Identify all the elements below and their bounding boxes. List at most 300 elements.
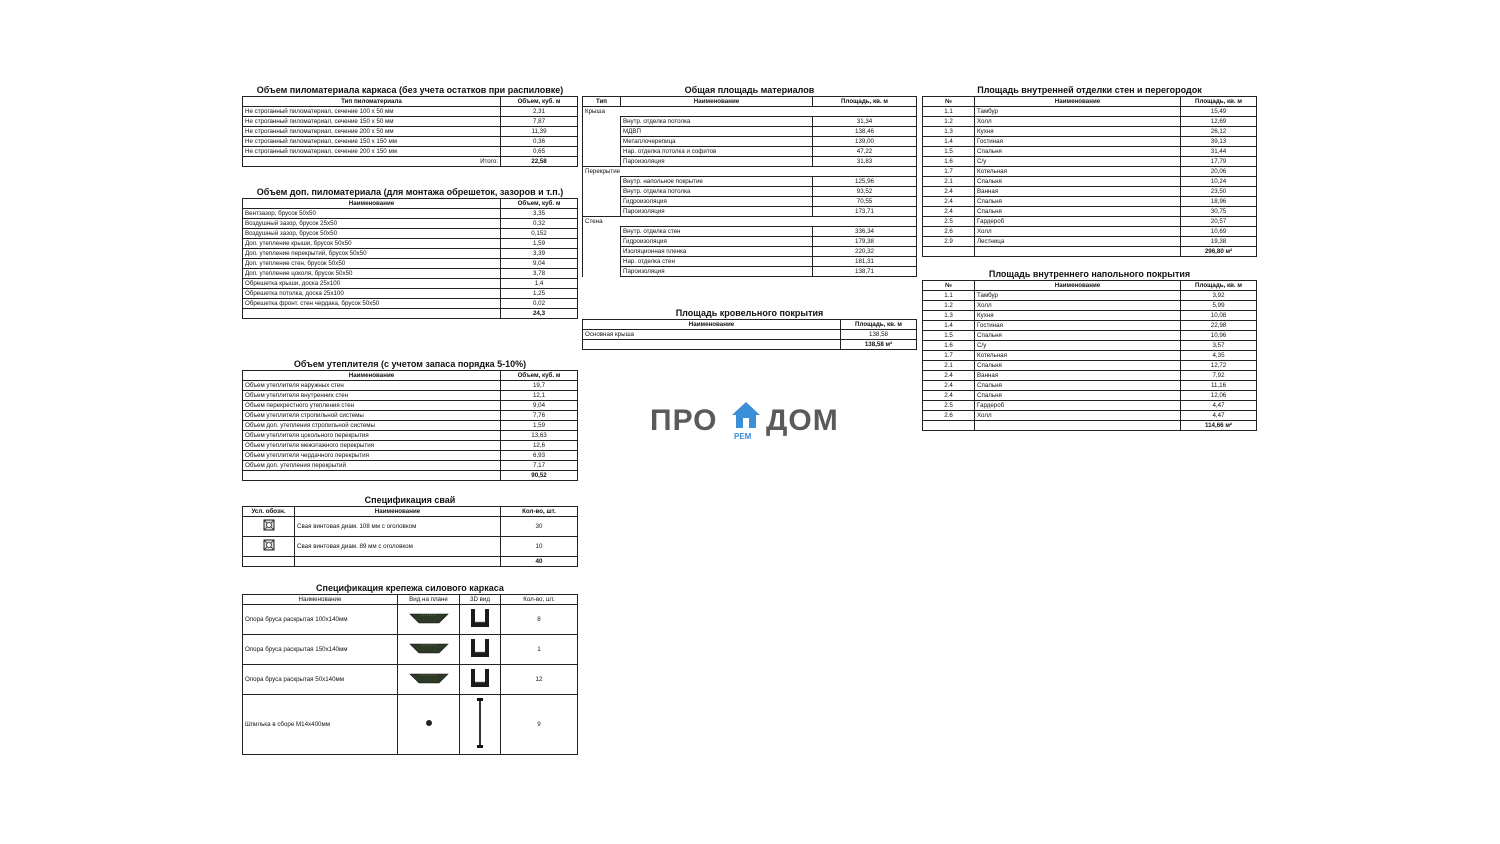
table-row xyxy=(243,137,578,147)
room-number: 2.4 xyxy=(923,381,975,391)
item-value: 11,39 xyxy=(501,127,578,137)
room-number: 2.1 xyxy=(923,177,975,187)
total-label xyxy=(243,471,501,481)
col-header: Вид на плане xyxy=(398,595,460,605)
fasteners-title: Спецификация крепежа силового каркаса xyxy=(316,583,504,593)
material-area: 47,22 xyxy=(813,147,917,157)
lumber-title: Объем пиломатериала каркаса (без учета остатков при распиловке) xyxy=(256,85,564,95)
room-area: 20,57 xyxy=(1181,217,1257,227)
room-number: 2.4 xyxy=(923,187,975,197)
insulation-table xyxy=(242,370,578,481)
table-row xyxy=(583,117,917,127)
room-name: Ванная xyxy=(975,187,1181,197)
piles-section xyxy=(242,494,578,567)
room-area: 12,72 xyxy=(1181,361,1257,371)
fasteners-table xyxy=(242,594,578,755)
table-row xyxy=(243,391,578,401)
pile-qty: 10 xyxy=(501,537,578,557)
room-name: Холл xyxy=(975,301,1181,311)
total-label xyxy=(243,309,501,319)
room-name: С/у xyxy=(975,157,1181,167)
fastener-plan-cell xyxy=(398,665,460,695)
material-area: 138,71 xyxy=(813,267,917,277)
lumber-table xyxy=(242,96,578,167)
room-area: 4,47 xyxy=(1181,411,1257,421)
total-value: 24,3 xyxy=(501,309,578,319)
item-value: 138,58 xyxy=(841,330,917,340)
room-number: 1.5 xyxy=(923,147,975,157)
table-row xyxy=(923,247,1257,257)
room-name: Кухня xyxy=(975,311,1181,321)
material-area: 31,83 xyxy=(813,157,917,167)
table-row xyxy=(583,187,917,197)
joist-hanger-plan-icon xyxy=(409,611,449,628)
material-area: 173,71 xyxy=(813,207,917,217)
room-name: Спальня xyxy=(975,381,1181,391)
col-header: Тип пиломатериала xyxy=(243,97,501,107)
fastener-qty: 9 xyxy=(501,695,578,755)
col-header: Наименование xyxy=(243,199,501,209)
material-type: Крыша xyxy=(583,107,917,117)
room-name: Холл xyxy=(975,117,1181,127)
room-area: 26,12 xyxy=(1181,127,1257,137)
room-area: 17,79 xyxy=(1181,157,1257,167)
table-row xyxy=(923,301,1257,311)
room-number: 1.6 xyxy=(923,341,975,351)
table-row xyxy=(243,635,578,665)
table-row xyxy=(923,157,1257,167)
table-row xyxy=(923,341,1257,351)
total-spacer xyxy=(975,421,1181,431)
room-number: 1.4 xyxy=(923,321,975,331)
item-name: Объем доп. утепления стропильной системы xyxy=(243,421,501,431)
item-name: Доп. утепление стен, брусок 50x50 xyxy=(243,259,501,269)
fastener-3d-cell xyxy=(460,665,501,695)
item-name: Доп. утепление цоколя, брусок 50x50 xyxy=(243,269,501,279)
table-row xyxy=(583,247,917,257)
table-row xyxy=(583,137,917,147)
insulation-title: Объем утеплителя (с учетом запаса порядка 5-10%) xyxy=(293,359,527,369)
item-value: 1,25 xyxy=(501,289,578,299)
table-row xyxy=(923,117,1257,127)
total-value: 296,80 м² xyxy=(1181,247,1257,257)
table-row xyxy=(923,217,1257,227)
type-spacer xyxy=(583,267,621,277)
room-area: 10,24 xyxy=(1181,177,1257,187)
room-name: Лестница xyxy=(975,237,1181,247)
col-header: Объем, куб. м xyxy=(501,371,578,381)
table-row xyxy=(243,557,578,567)
room-number: 1.3 xyxy=(923,311,975,321)
type-spacer xyxy=(583,207,621,217)
room-name: Спальня xyxy=(975,331,1181,341)
table-row xyxy=(923,381,1257,391)
floor-cover-table xyxy=(922,280,1257,431)
room-name: С/у xyxy=(975,341,1181,351)
item-value: 3,35 xyxy=(501,209,578,219)
table-row xyxy=(583,257,917,267)
material-name: Внутр. отделка стен xyxy=(621,227,813,237)
table-row xyxy=(923,207,1257,217)
room-name: Тамбур xyxy=(975,291,1181,301)
wall-finish-section xyxy=(922,84,1257,257)
extra-lumber-table xyxy=(242,198,578,319)
table-row xyxy=(243,279,578,289)
table-row xyxy=(243,695,578,755)
fastener-3d-cell xyxy=(460,605,501,635)
type-spacer xyxy=(583,177,621,187)
table-row xyxy=(243,461,578,471)
materials-title: Общая площадь материалов xyxy=(684,85,815,95)
total-spacer xyxy=(923,247,975,257)
item-name: Не строганный пиломатериал, сечение 200 x 50 мм xyxy=(243,127,501,137)
item-value: 13,63 xyxy=(501,431,578,441)
table-row xyxy=(243,259,578,269)
material-name: Изоляционная пленка xyxy=(621,247,813,257)
total-value: 90,52 xyxy=(501,471,578,481)
room-area: 10,96 xyxy=(1181,331,1257,341)
joist-hanger-plan-icon xyxy=(409,641,449,658)
item-value: 0,152 xyxy=(501,229,578,239)
material-name: Нар. отделка стен xyxy=(621,257,813,267)
item-value: 19,7 xyxy=(501,381,578,391)
pile-symbol-cell xyxy=(243,517,295,537)
item-value: 1,59 xyxy=(501,239,578,249)
room-name: Гардероб xyxy=(975,217,1181,227)
fastener-name: Опора бруса раскрытая 100x140мм xyxy=(243,605,398,635)
table-row xyxy=(243,517,578,537)
total-value: 114,66 м² xyxy=(1181,421,1257,431)
room-number: 1.6 xyxy=(923,157,975,167)
floor-cover-title: Площадь внутреннего напольного покрытия xyxy=(988,269,1191,279)
item-value: 7,17 xyxy=(501,461,578,471)
room-number: 2.5 xyxy=(923,401,975,411)
table-row xyxy=(583,217,917,227)
table-row xyxy=(583,330,917,340)
room-number: 2.4 xyxy=(923,391,975,401)
total-value: 40 xyxy=(501,557,578,567)
fastener-plan-cell xyxy=(398,695,460,755)
pile-name: Свая винтовая диам. 108 мм с оголовком xyxy=(295,517,501,537)
room-number: 1.1 xyxy=(923,107,975,117)
table-row xyxy=(923,147,1257,157)
roofing-title: Площадь кровельного покрытия xyxy=(675,308,824,318)
material-type: Стена xyxy=(583,217,917,227)
table-row xyxy=(923,291,1257,301)
material-area: 336,34 xyxy=(813,227,917,237)
table-row xyxy=(923,401,1257,411)
table-row xyxy=(923,237,1257,247)
extra-lumber-title: Объем доп. пиломатериала (для монтажа обрешеток, зазоров и т.п.) xyxy=(256,187,564,197)
table-row xyxy=(583,157,917,167)
roofing-table xyxy=(582,319,917,350)
fastener-3d-cell xyxy=(460,635,501,665)
room-number: 2.1 xyxy=(923,361,975,371)
table-row xyxy=(923,361,1257,371)
col-header: Кол-во, шт. xyxy=(501,507,578,517)
table-row xyxy=(583,197,917,207)
table-row xyxy=(923,107,1257,117)
item-name: Обрешетка фронт. стен чердака, брусок 50x50 xyxy=(243,299,501,309)
material-name: Внутр. отделка потолка xyxy=(621,187,813,197)
table-row xyxy=(583,167,917,177)
type-spacer xyxy=(583,137,621,147)
table-row xyxy=(583,267,917,277)
item-name: Не строганный пиломатериал, сечение 150 x 150 мм xyxy=(243,137,501,147)
total-spacer xyxy=(923,421,975,431)
item-name: Объем утеплителя наружных стен xyxy=(243,381,501,391)
total-value: 138,58 м² xyxy=(841,340,917,350)
house-icon xyxy=(730,400,762,432)
floor-cover-section xyxy=(922,268,1257,431)
prodom-logo xyxy=(650,404,850,442)
room-number: 2.6 xyxy=(923,411,975,421)
pile-symbol-icon xyxy=(263,519,275,531)
type-spacer xyxy=(583,247,621,257)
room-name: Холл xyxy=(975,227,1181,237)
pile-name: Свая винтовая диам. 89 мм с оголовком xyxy=(295,537,501,557)
table-row xyxy=(243,299,578,309)
room-area: 23,50 xyxy=(1181,187,1257,197)
room-number: 2.4 xyxy=(923,371,975,381)
room-number: 1.7 xyxy=(923,351,975,361)
col-header: № xyxy=(923,281,975,291)
pile-qty: 30 xyxy=(501,517,578,537)
type-spacer xyxy=(583,237,621,247)
table-row xyxy=(243,239,578,249)
table-row xyxy=(243,157,578,167)
fastener-name: Опора бруса раскрытая 50x140мм xyxy=(243,665,398,695)
table-row xyxy=(923,371,1257,381)
table-row xyxy=(243,289,578,299)
fastener-qty: 1 xyxy=(501,635,578,665)
col-header: Объем, куб. м xyxy=(501,199,578,209)
table-row xyxy=(923,187,1257,197)
total-spacer xyxy=(975,247,1181,257)
col-header: Кол-во, шт. xyxy=(501,595,578,605)
item-value: 9,04 xyxy=(501,259,578,269)
room-name: Холл xyxy=(975,411,1181,421)
total-spacer xyxy=(295,557,501,567)
table-row xyxy=(243,471,578,481)
type-spacer xyxy=(583,227,621,237)
room-name: Гостиная xyxy=(975,137,1181,147)
table-row xyxy=(583,237,917,247)
item-name: Объем доп. утепления перекрытий xyxy=(243,461,501,471)
fastener-plan-cell xyxy=(398,635,460,665)
item-name: Обрешетка потолка, доска 25x100 xyxy=(243,289,501,299)
room-name: Тамбур xyxy=(975,107,1181,117)
table-row xyxy=(923,197,1257,207)
wall-finish-title: Площадь внутренней отделки стен и перегородок xyxy=(977,85,1202,95)
table-row xyxy=(243,209,578,219)
material-type: Перекрытие xyxy=(583,167,917,177)
item-name: Доп. утепление перекрытий, брусок 50x50 xyxy=(243,249,501,259)
room-name: Спальня xyxy=(975,361,1181,371)
pile-symbol-icon xyxy=(263,539,275,551)
item-name: Объем перекрестного утепления стен xyxy=(243,401,501,411)
item-value: 6,93 xyxy=(501,451,578,461)
logo-text-right: ДОМ xyxy=(766,404,839,437)
col-header: Наименование xyxy=(621,97,813,107)
joist-hanger-3d-icon xyxy=(468,607,492,632)
table-row xyxy=(243,269,578,279)
materials-table xyxy=(582,96,917,277)
item-value: 3,78 xyxy=(501,269,578,279)
item-value: 1,59 xyxy=(501,421,578,431)
material-name: Металлочерепица xyxy=(621,137,813,147)
table-row xyxy=(923,311,1257,321)
col-header: Площадь, кв. м xyxy=(1181,281,1257,291)
room-number: 2.4 xyxy=(923,207,975,217)
item-name: Не строганный пиломатериал, сечение 150 x 50 мм xyxy=(243,117,501,127)
material-area: 139,00 xyxy=(813,137,917,147)
room-area: 30,75 xyxy=(1181,207,1257,217)
material-name: Гидроизоляция xyxy=(621,237,813,247)
table-row xyxy=(243,249,578,259)
item-name: Доп. утепление крыши, брусок 50x50 xyxy=(243,239,501,249)
lumber-section xyxy=(242,84,578,167)
col-header: Объем, куб. м xyxy=(501,97,578,107)
item-name: Вентзазор, брусок 50x50 xyxy=(243,209,501,219)
total-label: Итого: xyxy=(243,157,501,167)
item-name: Объем утеплителя стропильной системы xyxy=(243,411,501,421)
table-row xyxy=(243,127,578,137)
room-name: Спальня xyxy=(975,391,1181,401)
item-name: Обрешетка крыши, доска 25x100 xyxy=(243,279,501,289)
room-number: 1.7 xyxy=(923,167,975,177)
table-row xyxy=(243,117,578,127)
room-area: 31,44 xyxy=(1181,147,1257,157)
room-number: 1.1 xyxy=(923,291,975,301)
col-header: Наименование xyxy=(975,97,1181,107)
table-row xyxy=(243,309,578,319)
room-number: 1.5 xyxy=(923,331,975,341)
type-spacer xyxy=(583,117,621,127)
table-row xyxy=(243,431,578,441)
item-value: 12,6 xyxy=(501,441,578,451)
col-header: Площадь, кв. м xyxy=(813,97,917,107)
item-name: Объем утеплителя межэтажного перекрытия xyxy=(243,441,501,451)
stud-3d-icon xyxy=(476,696,484,753)
material-area: 181,31 xyxy=(813,257,917,267)
room-number: 2.9 xyxy=(923,237,975,247)
room-area: 7,92 xyxy=(1181,371,1257,381)
room-area: 19,38 xyxy=(1181,237,1257,247)
material-area: 31,34 xyxy=(813,117,917,127)
material-area: 125,96 xyxy=(813,177,917,187)
item-value: 0,02 xyxy=(501,299,578,309)
room-name: Гостиная xyxy=(975,321,1181,331)
material-area: 220,32 xyxy=(813,247,917,257)
fasteners-section xyxy=(242,582,578,755)
fastener-name: Опора бруса раскрытая 150x140мм xyxy=(243,635,398,665)
item-value: 0,65 xyxy=(501,147,578,157)
col-header: Наименование xyxy=(975,281,1181,291)
item-value: 1,4 xyxy=(501,279,578,289)
table-row xyxy=(923,351,1257,361)
room-area: 4,47 xyxy=(1181,401,1257,411)
table-row xyxy=(243,421,578,431)
room-area: 12,06 xyxy=(1181,391,1257,401)
fastener-3d-cell xyxy=(460,695,501,755)
room-name: Кухня xyxy=(975,127,1181,137)
room-area: 11,16 xyxy=(1181,381,1257,391)
type-spacer xyxy=(583,127,621,137)
table-row xyxy=(243,605,578,635)
item-value: 0,36 xyxy=(501,137,578,147)
extra-lumber-section xyxy=(242,186,578,319)
table-row xyxy=(243,411,578,421)
material-name: Гидроизоляция xyxy=(621,197,813,207)
table-row xyxy=(923,167,1257,177)
room-area: 12,69 xyxy=(1181,117,1257,127)
room-area: 39,13 xyxy=(1181,137,1257,147)
room-name: Котельная xyxy=(975,351,1181,361)
material-area: 93,52 xyxy=(813,187,917,197)
room-number: 1.2 xyxy=(923,301,975,311)
table-row xyxy=(923,391,1257,401)
col-header: Наименование xyxy=(295,507,501,517)
col-header: Тип xyxy=(583,97,621,107)
material-name: Внутр. отделка потолка xyxy=(621,117,813,127)
type-spacer xyxy=(583,157,621,167)
table-row xyxy=(923,227,1257,237)
col-header: Наименование xyxy=(243,595,398,605)
room-area: 22,98 xyxy=(1181,321,1257,331)
item-value: 9,04 xyxy=(501,401,578,411)
item-name: Воздушный зазор, брусок 25x50 xyxy=(243,219,501,229)
room-name: Ванная xyxy=(975,371,1181,381)
room-name: Спальня xyxy=(975,177,1181,187)
stud-plan-icon xyxy=(424,718,434,731)
room-number: 1.3 xyxy=(923,127,975,137)
insulation-section xyxy=(242,358,578,481)
item-value: 0,32 xyxy=(501,219,578,229)
room-name: Котельная xyxy=(975,167,1181,177)
wall-finish-table xyxy=(922,96,1257,257)
table-row xyxy=(243,665,578,695)
col-header: 3D вид xyxy=(460,595,501,605)
table-row xyxy=(923,177,1257,187)
table-row xyxy=(243,219,578,229)
room-number: 1.2 xyxy=(923,117,975,127)
fastener-name: Шпилька в сборе М14x400мм xyxy=(243,695,398,755)
table-row xyxy=(583,177,917,187)
table-row xyxy=(243,229,578,239)
room-area: 3,92 xyxy=(1181,291,1257,301)
item-value: 7,87 xyxy=(501,117,578,127)
room-name: Спальня xyxy=(975,147,1181,157)
material-name: Нар. отделка потолка и софитов xyxy=(621,147,813,157)
room-area: 15,49 xyxy=(1181,107,1257,117)
fastener-qty: 8 xyxy=(501,605,578,635)
joist-hanger-3d-icon xyxy=(468,637,492,662)
total-label xyxy=(583,340,841,350)
item-value: 3,39 xyxy=(501,249,578,259)
col-header: № xyxy=(923,97,975,107)
item-name: Объем утеплителя цокольного перекрытия xyxy=(243,431,501,441)
item-name: Основная крыша xyxy=(583,330,841,340)
table-row xyxy=(923,421,1257,431)
table-row xyxy=(243,147,578,157)
table-row xyxy=(243,401,578,411)
total-spacer xyxy=(243,557,295,567)
table-row xyxy=(923,127,1257,137)
room-area: 5,99 xyxy=(1181,301,1257,311)
table-row xyxy=(243,107,578,117)
item-name: Объем утеплителя чердачного перекрытия xyxy=(243,451,501,461)
